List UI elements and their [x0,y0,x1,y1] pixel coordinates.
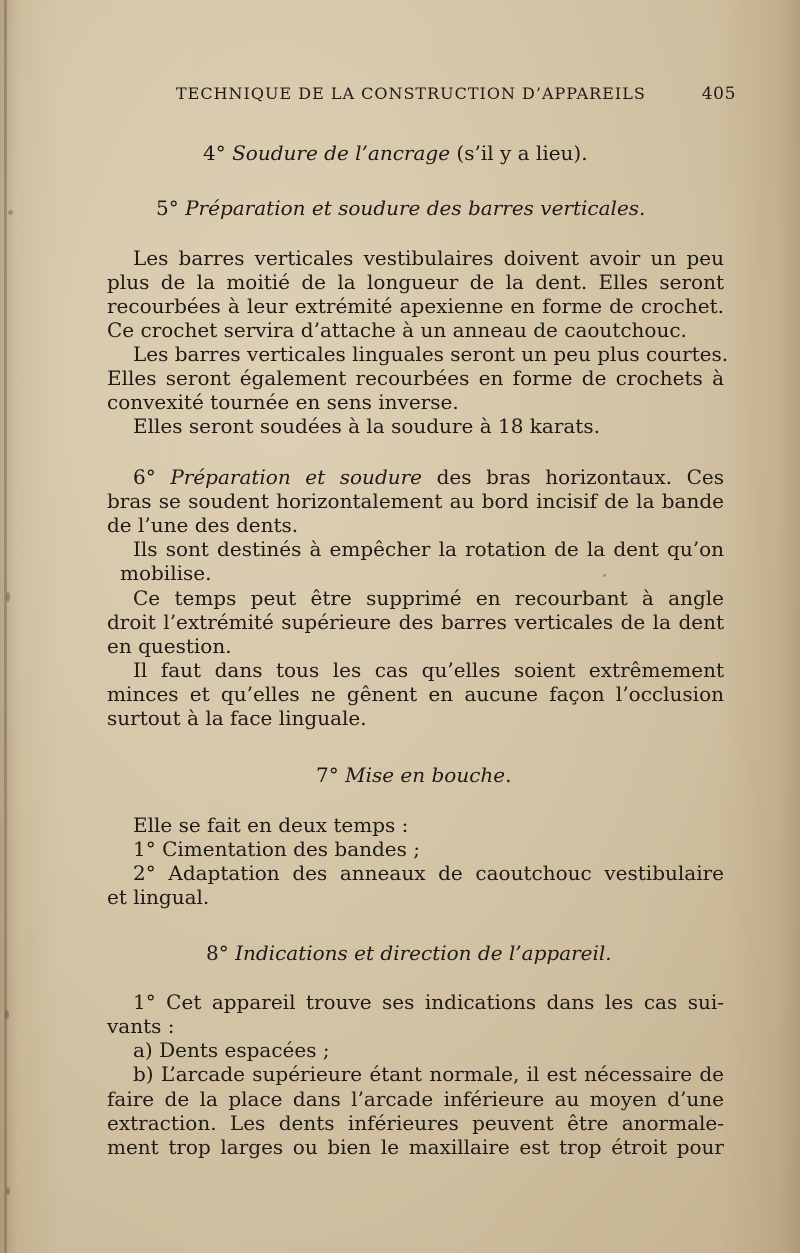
page-number: 405 [701,84,736,104]
section-number: 4° [203,141,226,165]
section-title-suffix: des bras horizontaux. Ces [436,465,725,489]
text-line: extraction. Les dents inférieures peuvent être anormale- [107,1111,724,1135]
section-number: 5° [156,196,179,220]
section-title-suffix: (s’il y a lieu). [456,141,588,165]
section-heading-8 [206,941,612,965]
text-line: plus de la moitié de la longueur de la dent. Elles seront [107,270,724,294]
section-number: 7° [316,763,339,787]
text-line: Il faut dans tous les cas qu’elles soient extrêmement [133,658,724,682]
text-line: 1° Cimentation des bandes ; [133,837,421,861]
paper-speck [6,592,10,602]
text-line: minces et qu’elles ne gênent en aucune façon l’occlusion [107,682,724,706]
text-line: recourbées à leur extrémité apexienne en forme de crochet. [107,294,724,318]
text-line: en question. [107,634,232,658]
text-line: Elle se fait en deux temps : [133,813,409,837]
text-line: b) L’arcade supérieure étant normale, il est nécessaire de [133,1062,724,1086]
text-line: surtout à la face linguale. [107,706,367,730]
section-number: 8° [206,941,229,965]
running-header [176,84,736,108]
text-line: Ils sont destinés à empêcher la rotation de la dent qu’on [133,537,724,561]
section-title: Soudure de l’ancrage [232,141,451,165]
text-line: convexité tournée en sens inverse. [107,390,459,414]
paper-speck [603,574,606,577]
text-line: Elles seront également recourbées en forme de crochets à [107,366,724,390]
text-line: ment trop larges ou bien le maxillaire est trop étroit pour [107,1135,724,1159]
section-title: Indications et direction de l’appareil. [235,941,612,965]
text-line: 1° Cet appareil trouve ses indications dans les cas sui- [133,990,724,1014]
text-line: 2° Adaptation des anneaux de caoutchouc vestibulaire [133,861,724,885]
section-title: Préparation et soudure [170,465,423,489]
text-line: vants : [107,1014,175,1038]
section-heading-7 [316,763,512,787]
text-line: Les barres verticales linguales seront un peu plus courtes. [133,342,729,366]
text-line: mobilise. [120,561,212,585]
paper-speck [8,210,13,215]
text-line: droit l’extrémité supérieure des barres verticales de la dent [107,610,724,634]
text-line: bras se soudent horizontalement au bord incisif de la bande [107,489,724,513]
text-line: Ce temps peut être supprimé en recourbant à angle [133,586,724,610]
running-title: TECHNIQUE DE LA CONSTRUCTION D’APPAREILS [176,84,646,103]
text-line: Elles seront soudées à la soudure à 18 karats. [133,414,600,438]
text-line: de l’une des dents. [107,513,299,537]
text-line: Ce crochet servira d’attache à un anneau de caoutchouc. [107,318,687,342]
section-heading-6 [133,465,724,489]
section-heading-5 [156,196,645,220]
paper-speck [6,1187,10,1195]
section-title: Préparation et soudure des barres verticales. [185,196,646,220]
text-line: a) Dents espacées ; [133,1038,330,1062]
section-number: 6° [133,465,156,489]
section-title: Mise en bouche. [345,763,512,787]
text-line: Les barres verticales vestibulaires doivent avoir un peu [133,246,724,270]
text-line: et lingual. [107,885,210,909]
paper-speck [5,1010,9,1019]
text-line: faire de la place dans l’arcade inférieure au moyen d’une [107,1087,724,1111]
section-heading-4 [203,141,588,165]
